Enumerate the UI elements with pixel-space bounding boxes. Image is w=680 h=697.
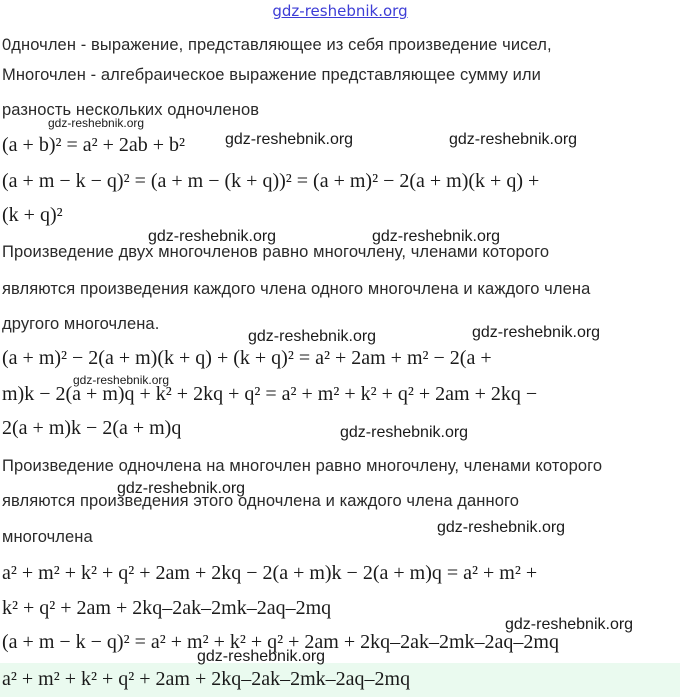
text-line: многочлена xyxy=(2,528,93,546)
formula-line: (a + b)² = a² + 2ab + b² xyxy=(2,134,186,156)
text-line: 0дночлен - выражение, представляющее из себя произведение чисел, xyxy=(2,36,552,54)
text-line: разность нескольких одночленов xyxy=(2,101,260,119)
watermark: gdz-reshebnik.org xyxy=(437,519,566,536)
text-line: другого многочлена. xyxy=(2,315,160,333)
watermark: gdz-reshebnik.org xyxy=(472,324,601,341)
watermark: gdz-reshebnik.org xyxy=(148,228,277,245)
text-line: Произведение двух многочленов равно многочлену, членами которого xyxy=(2,243,550,261)
watermark: gdz-reshebnik.org xyxy=(117,480,246,497)
formula-line: (a + m − k − q)² = a² + m² + k² + q² + 2am + 2kq–2ak–2mk–2aq–2mq xyxy=(2,631,559,653)
formula-line: k² + q² + 2am + 2kq–2ak–2mk–2aq–2mq xyxy=(2,597,332,619)
text-line: являются произведения каждого члена одного многочлена и каждого члена xyxy=(2,280,591,298)
text-line: являются произведения этого одночлена и каждого члена данного xyxy=(2,492,520,510)
formula-line: (a + m)² − 2(a + m)(k + q) + (k + q)² = a² + 2am + m² − 2(a + xyxy=(2,347,492,369)
site-link[interactable]: gdz-reshebnik.org xyxy=(272,2,408,20)
watermark: gdz-reshebnik.org xyxy=(340,424,469,441)
watermark: gdz-reshebnik.org xyxy=(449,131,578,148)
answer-formula: a² + m² + k² + q² + 2am + 2kq–2ak–2mk–2aq–2mq xyxy=(2,668,411,690)
text-line: Произведение одночлена на многочлен равно многочлену, членами которого xyxy=(2,457,603,475)
watermark: gdz-reshebnik.org xyxy=(73,373,170,387)
formula-line: (a + m − k − q)² = (a + m − (k + q))² = (a + m)² − 2(a + m)(k + q) + xyxy=(2,170,540,192)
watermark: gdz-reshebnik.org xyxy=(372,228,501,245)
watermark: gdz-reshebnik.org xyxy=(225,131,354,148)
watermark: gdz-reshebnik.org xyxy=(248,328,377,345)
watermark: gdz-reshebnik.org xyxy=(505,616,634,633)
watermark: gdz-reshebnik.org xyxy=(197,648,326,665)
formula-line: (k + q)² xyxy=(2,204,63,226)
formula-line: m)k − 2(a + m)q + k² + 2kq + q² = a² + m² + k² + q² + 2am + 2kq − xyxy=(2,383,538,405)
formula-line: a² + m² + k² + q² + 2am + 2kq − 2(a + m)k − 2(a + m)q = a² + m² + xyxy=(2,562,538,584)
formula-line: 2(a + m)k − 2(a + m)q xyxy=(2,417,182,439)
watermark: gdz-reshebnik.org xyxy=(48,116,145,130)
text-line: Многочлен - алгебраическое выражение представляющее сумму или xyxy=(2,66,541,84)
